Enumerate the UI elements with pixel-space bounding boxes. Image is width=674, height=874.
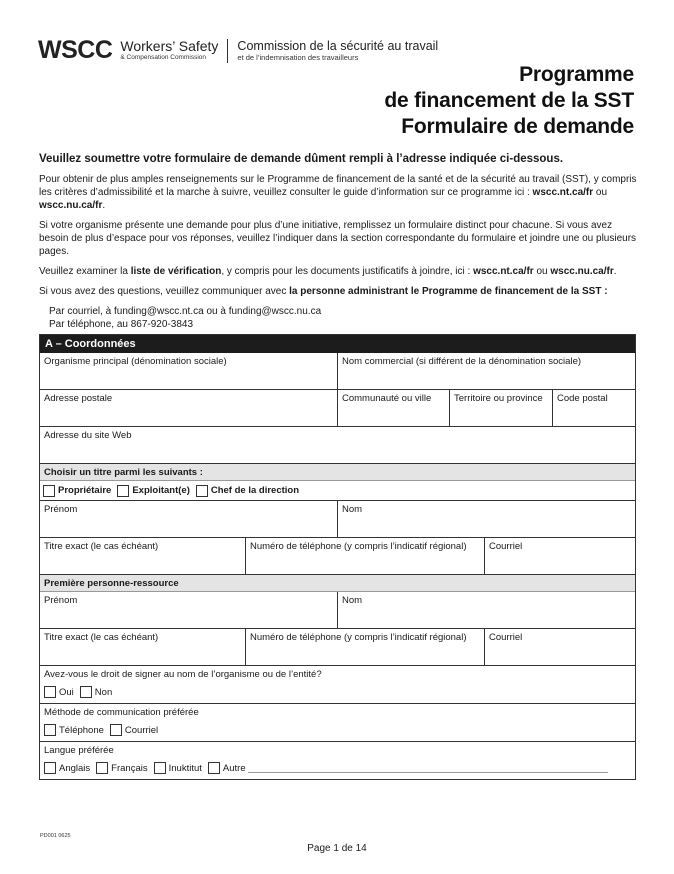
intro-paragraph-3 <box>39 265 639 278</box>
title-option-owner[interactable] <box>43 485 111 497</box>
yes-label: Oui <box>59 686 74 698</box>
contact-title-field[interactable] <box>40 629 246 665</box>
communication-options <box>44 724 631 736</box>
logo-french <box>237 39 438 62</box>
title-option-operator[interactable] <box>117 485 190 497</box>
language-question <box>40 742 635 780</box>
title-options <box>40 481 635 501</box>
communication-question <box>40 704 635 742</box>
owner-first-name-field[interactable] <box>40 501 338 537</box>
contact-last-name-field[interactable] <box>338 592 635 628</box>
lang-english[interactable] <box>44 762 90 774</box>
contact-email-nu[interactable]: funding@wscc.nu.ca <box>228 306 322 317</box>
exact-title-label: Titre exact (le cas échéant) <box>44 541 159 552</box>
owner-phone-field[interactable] <box>246 538 485 574</box>
title-line1: Programme <box>519 63 634 86</box>
contact-first-name-field[interactable] <box>40 592 338 628</box>
no-label: Non <box>94 686 113 698</box>
checkbox-ceo[interactable] <box>196 485 208 497</box>
operator-label: Exploitant(e) <box>132 485 190 496</box>
signing-yes[interactable] <box>44 686 74 698</box>
intro-paragraph-1 <box>39 173 639 212</box>
p1-text: Pour obtenir de plus amples renseignements sur le Programme de financement de la santé et de la sécurité au travail (SST), y compris les critères d’admissibilité et la marche à suivre, veuillez consulter le guide d’information sur ce programme ici : <box>39 174 637 198</box>
contact-phone-line: Par téléphone, au 867-920-3843 <box>49 319 194 330</box>
first-name-label: Prénom <box>44 504 78 515</box>
french-label: Français <box>111 762 148 774</box>
language-question-label: Langue préférée <box>44 745 114 756</box>
contact-phone-label: Numéro de téléphone (y compris l’indicatif régional) <box>250 632 467 643</box>
page-number: Page 1 de 14 <box>307 843 367 854</box>
checkbox-operator[interactable] <box>117 485 129 497</box>
contact-first-name-label: Prénom <box>44 595 78 606</box>
website-row <box>40 427 635 464</box>
p3-link-nu[interactable]: wscc.nu.ca/fr <box>550 266 614 277</box>
contact-info <box>49 305 639 331</box>
checkbox-inuktitut[interactable] <box>154 762 166 774</box>
contact-title-label: Titre exact (le cas échéant) <box>44 632 159 643</box>
intro-text <box>39 152 639 331</box>
contact-details-row <box>40 629 635 666</box>
checkbox-other[interactable] <box>208 762 220 774</box>
intro-paragraph-2: Si votre organisme présente une demande pour plus d’une initiative, remplissez un formulaire distinct pour chacune. Si vous avez besoin de plus d’espace pour vos réponses, veuillez l’indiquer dans la section correspondante du formulaire et joindre une ou plusieurs pages. <box>39 220 637 257</box>
section-a-header: A – Coordonnées <box>40 335 635 353</box>
p1-link-nu[interactable]: wscc.nu.ca/fr <box>39 200 103 211</box>
contact-email-nt[interactable]: funding@wscc.nt.ca <box>114 306 204 317</box>
p3-or: ou <box>533 266 551 277</box>
logo-fr-line1: Commission de la sécurité au travail <box>237 39 439 53</box>
community-label: Communauté ou ville <box>342 393 432 404</box>
logo-en-line1: Workers’ Safety <box>120 38 219 54</box>
title-line3: Formulaire de demande <box>401 115 634 138</box>
p3-checklist: liste de vérification <box>130 266 222 277</box>
p3-a: Veuillez examiner la <box>39 266 131 277</box>
other-language-input[interactable] <box>248 763 608 773</box>
checkbox-email[interactable] <box>110 724 122 736</box>
postal-code-label: Code postal <box>557 393 608 404</box>
communication-question-label: Méthode de communication préférée <box>44 707 199 718</box>
logo-en-line2: & Compensation Commission <box>120 54 207 61</box>
territory-label: Territoire ou province <box>454 393 543 404</box>
phone-label: Numéro de téléphone (y compris l’indicatif régional) <box>250 541 467 552</box>
lang-inuktitut[interactable] <box>154 762 202 774</box>
owner-details-row <box>40 538 635 575</box>
p1-end: . <box>102 200 106 211</box>
logo-divider <box>227 39 228 63</box>
territory-field[interactable] <box>450 390 553 426</box>
org-name-label: Organisme principal (dénomination sociale) <box>44 356 227 367</box>
contact-email-field[interactable] <box>485 629 635 665</box>
org-name-field[interactable] <box>40 353 338 389</box>
website-label: Adresse du site Web <box>44 430 132 441</box>
wscc-logo <box>38 36 438 64</box>
website-field[interactable] <box>40 427 635 463</box>
checkbox-owner[interactable] <box>43 485 55 497</box>
first-contact-header: Première personne-ressource <box>40 575 635 592</box>
p4-admin: la personne administrant le Programme de financement de la SST : <box>289 286 608 297</box>
contact-email-label: Courriel <box>489 632 523 643</box>
owner-email-field[interactable] <box>485 538 635 574</box>
checkbox-yes[interactable] <box>44 686 56 698</box>
p1-or: ou <box>593 187 608 198</box>
contact-phone-field[interactable] <box>246 629 485 665</box>
signing-question <box>40 666 635 704</box>
checkbox-french[interactable] <box>96 762 108 774</box>
checkbox-no[interactable] <box>80 686 92 698</box>
contact-last-name-label: Nom <box>342 595 363 606</box>
owner-last-name-field[interactable] <box>338 501 635 537</box>
choose-title-header: Choisir un titre parmi les suivants : <box>40 464 635 481</box>
org-names-row <box>40 353 635 390</box>
lang-french[interactable] <box>96 762 147 774</box>
community-field[interactable] <box>338 390 450 426</box>
p3-end: . <box>613 266 617 277</box>
other-label: Autre <box>222 762 246 774</box>
contact-name-row <box>40 592 635 629</box>
comm-phone[interactable] <box>44 724 104 736</box>
comm-email-label: Courriel <box>124 724 159 736</box>
postal-code-field[interactable] <box>553 390 635 426</box>
comm-phone-label: Téléphone <box>59 724 104 736</box>
p3-link-nt[interactable]: wscc.nt.ca/fr <box>473 266 534 277</box>
contact-email-prefix: Par courriel, à <box>49 306 115 317</box>
p1-link-nt[interactable]: wscc.nt.ca/fr <box>532 187 594 198</box>
intro-paragraph-4 <box>39 285 639 298</box>
postal-address-field[interactable] <box>40 390 338 426</box>
logo-mark: WSCC <box>38 36 113 64</box>
ceo-label: Chef de la direction <box>210 485 300 496</box>
language-options <box>44 762 631 774</box>
checkbox-phone[interactable] <box>44 724 56 736</box>
owner-name-row <box>40 501 635 538</box>
intro-lead: Veuillez soumettre votre formulaire de demande dûment rempli à l’adresse indiquée ci-dessous. <box>39 153 564 165</box>
last-name-label: Nom <box>342 504 363 515</box>
form-code: PD001 0625 <box>40 833 71 839</box>
owner-label: Propriétaire <box>58 485 112 496</box>
address-row <box>40 390 635 427</box>
owner-title-field[interactable] <box>40 538 246 574</box>
application-form <box>39 334 636 780</box>
trade-name-label: Nom commercial (si différent de la dénomination sociale) <box>342 356 582 367</box>
title-line2: de financement de la SST <box>384 89 634 112</box>
email-label: Courriel <box>489 541 523 552</box>
postal-address-label: Adresse postale <box>44 393 113 404</box>
comm-email[interactable] <box>110 724 158 736</box>
logo-fr-line2: et de l’indemnisation des travailleurs <box>237 53 359 62</box>
contact-email-or: ou à <box>203 306 229 317</box>
english-label: Anglais <box>59 762 91 774</box>
contact-email-line <box>49 305 639 318</box>
trade-name-field[interactable] <box>338 353 635 389</box>
signing-options <box>44 686 631 698</box>
p4-a: Si vous avez des questions, veuillez communiquer avec <box>39 286 290 297</box>
signing-no[interactable] <box>80 686 112 698</box>
logo-english <box>120 39 218 62</box>
title-option-ceo[interactable] <box>196 485 299 497</box>
inuktitut-label: Inuktitut <box>168 762 202 774</box>
signing-question-label: Avez-vous le droit de signer au nom de l’organisme ou de l’entité? <box>44 669 322 680</box>
p3-b: , y compris pour les documents justificatifs à joindre, ici : <box>221 266 474 277</box>
lang-other[interactable] <box>208 762 608 774</box>
document-title <box>384 62 634 140</box>
checkbox-english[interactable] <box>44 762 56 774</box>
